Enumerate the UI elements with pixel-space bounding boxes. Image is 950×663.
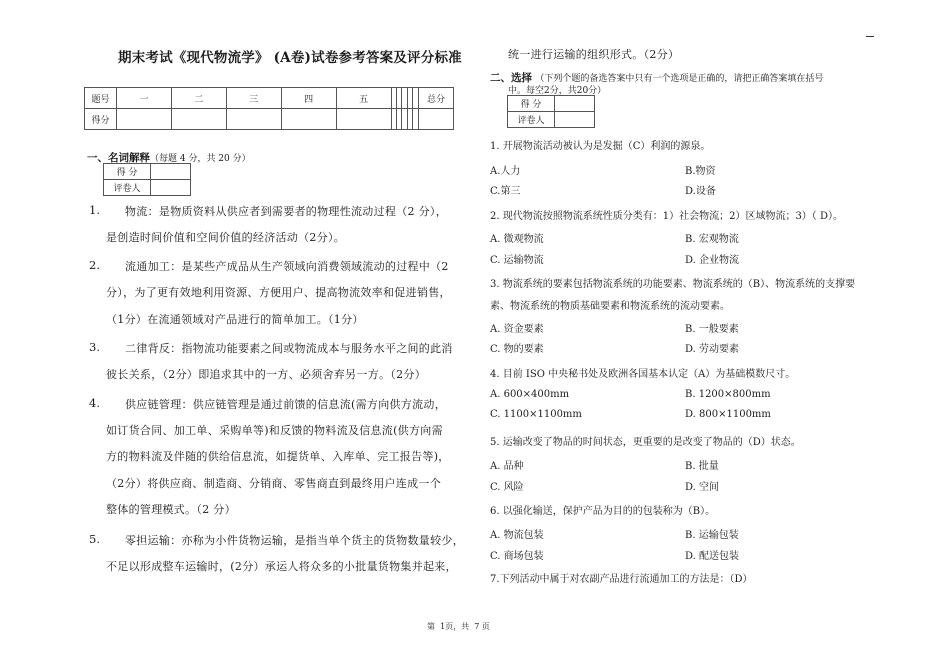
question-text-cont: 素、物流系统的物质基础要素和物流系统的流动要素。 bbox=[490, 301, 730, 312]
score-cell: 一 bbox=[117, 88, 172, 109]
grader-score-label: 得 分 bbox=[508, 96, 555, 112]
section2-note: （下列个题的备选答案中只有一个选项是正确的，请把正确答案填在括号 bbox=[535, 74, 824, 84]
score-cell: 二 bbox=[171, 88, 226, 109]
section1-heading: 一、名词解释 bbox=[87, 152, 150, 164]
item-line: 分），为了更有效地利用资源、方便用户、提高物流效率和促进销售， bbox=[106, 286, 451, 299]
option-d: D.设备 bbox=[685, 186, 716, 197]
grader-reviewer-value bbox=[555, 112, 595, 128]
question-text: 5. 运输改变了物品的时间状态，更重要的是改变了物品的（D）状态。 bbox=[490, 437, 801, 448]
option-c: C.第三 bbox=[490, 186, 521, 197]
score-cell bbox=[281, 109, 336, 130]
question-text: 3. 物流系统的要素包括物流系统的功能要素、物流系统的（B）、物流系统的支撑要 bbox=[490, 279, 856, 290]
option-b: B. 批量 bbox=[685, 461, 719, 472]
option-c: C. 运输物流 bbox=[490, 255, 544, 266]
option-a: A. 物流包装 bbox=[490, 530, 544, 541]
page-footer: 第 1页，共 7 页 bbox=[427, 622, 490, 631]
option-b: B. 1200×800mm bbox=[685, 389, 771, 400]
section2-heading: 二、选择 bbox=[490, 72, 532, 84]
item-line: 二律背反：指物流功能要素之间或物流成本与服务水平之间的此消 bbox=[125, 342, 453, 355]
score-cell: 题号 bbox=[85, 88, 117, 109]
option-a: A. 微观物流 bbox=[490, 234, 544, 245]
score-cell bbox=[171, 109, 226, 130]
section1-note: （每题 4 分，共 20 分） bbox=[150, 154, 251, 164]
score-cell bbox=[117, 109, 172, 130]
question-text: 7.下列活动中属于对农副产品进行流通加工的方法是：（D） bbox=[490, 574, 753, 585]
item-number: 4. bbox=[89, 396, 100, 410]
option-a: A.人力 bbox=[490, 166, 521, 177]
item-line: 不足以形成整车运输时，(2分）承运人将众多的小批量货物集并起来， bbox=[106, 560, 457, 573]
grader-score-value bbox=[151, 164, 191, 180]
continued-line: 统一进行运输的组织形式。（2分） bbox=[508, 48, 680, 61]
option-d: D. 800×1100mm bbox=[685, 409, 771, 420]
option-b: B.物资 bbox=[685, 166, 716, 177]
item-line: 整体的管理模式。（2 分） bbox=[106, 503, 236, 516]
item-number: 1. bbox=[89, 203, 100, 217]
grader-reviewer-value bbox=[151, 180, 191, 196]
score-cell: 得分 bbox=[85, 109, 117, 130]
option-c: C. 1100×1100mm bbox=[490, 409, 582, 420]
item-number: 2. bbox=[89, 258, 100, 272]
option-b: B. 宏观物流 bbox=[685, 234, 739, 245]
option-b: B. 一般要素 bbox=[685, 324, 739, 335]
question-text: 4. 目前 ISO 中央秘书处及欧洲各国基本认定（A）为基础模数尺寸。 bbox=[490, 369, 796, 380]
score-cell bbox=[226, 109, 281, 130]
option-d: D. 企业物流 bbox=[685, 255, 740, 266]
grader-reviewer-label: 评卷人 bbox=[104, 180, 151, 196]
option-a: A. 600×400mm bbox=[490, 389, 570, 400]
item-number: 3. bbox=[89, 340, 100, 354]
section1-grader-box bbox=[103, 163, 191, 196]
item-line: 物流：是物质资料从供应者到需要者的物理性流动过程（2 分）， bbox=[125, 205, 447, 218]
item-line: 彼长关系，（2分）即追求其中的一方、必须舍弃另一方。（2分） bbox=[106, 368, 426, 381]
score-cell: 五 bbox=[336, 88, 391, 109]
option-a: A. 品种 bbox=[490, 461, 524, 472]
score-cell bbox=[336, 109, 391, 130]
option-d: D. 配送包装 bbox=[685, 551, 740, 562]
score-cell bbox=[419, 109, 454, 130]
score-cell: 四 bbox=[281, 88, 336, 109]
item-line: 是创造时间价值和空间价值的经济活动（2分）。 bbox=[106, 231, 346, 244]
item-line: （1分）在流通领域对产品进行的简单加工。（1分） bbox=[106, 313, 364, 326]
corner-dash bbox=[866, 36, 874, 37]
option-a: A. 资金要素 bbox=[490, 324, 544, 335]
grader-score-label: 得 分 bbox=[104, 164, 151, 180]
item-line: 供应链管理：供应链管理是通过前馈的信息流(需方向供方流动， bbox=[125, 398, 446, 411]
item-line: 流通加工：是某些产成品从生产领域向消费领域流动的过程中（2 bbox=[125, 260, 449, 273]
item-line: 零担运输：亦称为小件货物运输，是指当单个货主的货物数量较少， bbox=[125, 534, 464, 547]
option-c: C. 风险 bbox=[490, 482, 524, 493]
question-text: 1. 开展物流活动被认为是发掘（C）利润的源泉。 bbox=[490, 141, 711, 152]
option-d: D. 劳动要素 bbox=[685, 344, 740, 355]
section2-grader-box bbox=[507, 95, 595, 128]
option-c: C. 物的要素 bbox=[490, 344, 544, 355]
section2-note-cont: 中。每空2分，共20分） bbox=[508, 86, 607, 96]
score-table bbox=[84, 87, 454, 130]
item-line: 方的物料流及伴随的供给信息流，如提货单、入库单、完工报告等)， bbox=[106, 450, 450, 463]
item-line: （2分）将供应商、制造商、分销商、零售商直到最终用户连成一个 bbox=[106, 477, 441, 490]
item-number: 5. bbox=[89, 532, 100, 546]
exam-title: 期末考试《现代物流学》 (A卷)试卷参考答案及评分标准 bbox=[118, 50, 462, 66]
grader-score-value bbox=[555, 96, 595, 112]
score-cell: 三 bbox=[226, 88, 281, 109]
question-text: 2. 现代物流按照物流系统性质分类有：1）社会物流；2）区域物流；3）（ D）。 bbox=[490, 211, 844, 222]
grader-reviewer-label: 评卷人 bbox=[508, 112, 555, 128]
question-text: 6. 以强化输送，保护产品为目的的包装称为（B）。 bbox=[490, 506, 716, 517]
score-cell: 总分 bbox=[419, 88, 454, 109]
item-line: 如订货合同、加工单、采购单等)和反馈的物料流及信息流(供方向需 bbox=[106, 424, 443, 437]
option-c: C. 商场包装 bbox=[490, 551, 544, 562]
option-b: B. 运输包装 bbox=[685, 530, 739, 541]
option-d: D. 空间 bbox=[685, 482, 720, 493]
